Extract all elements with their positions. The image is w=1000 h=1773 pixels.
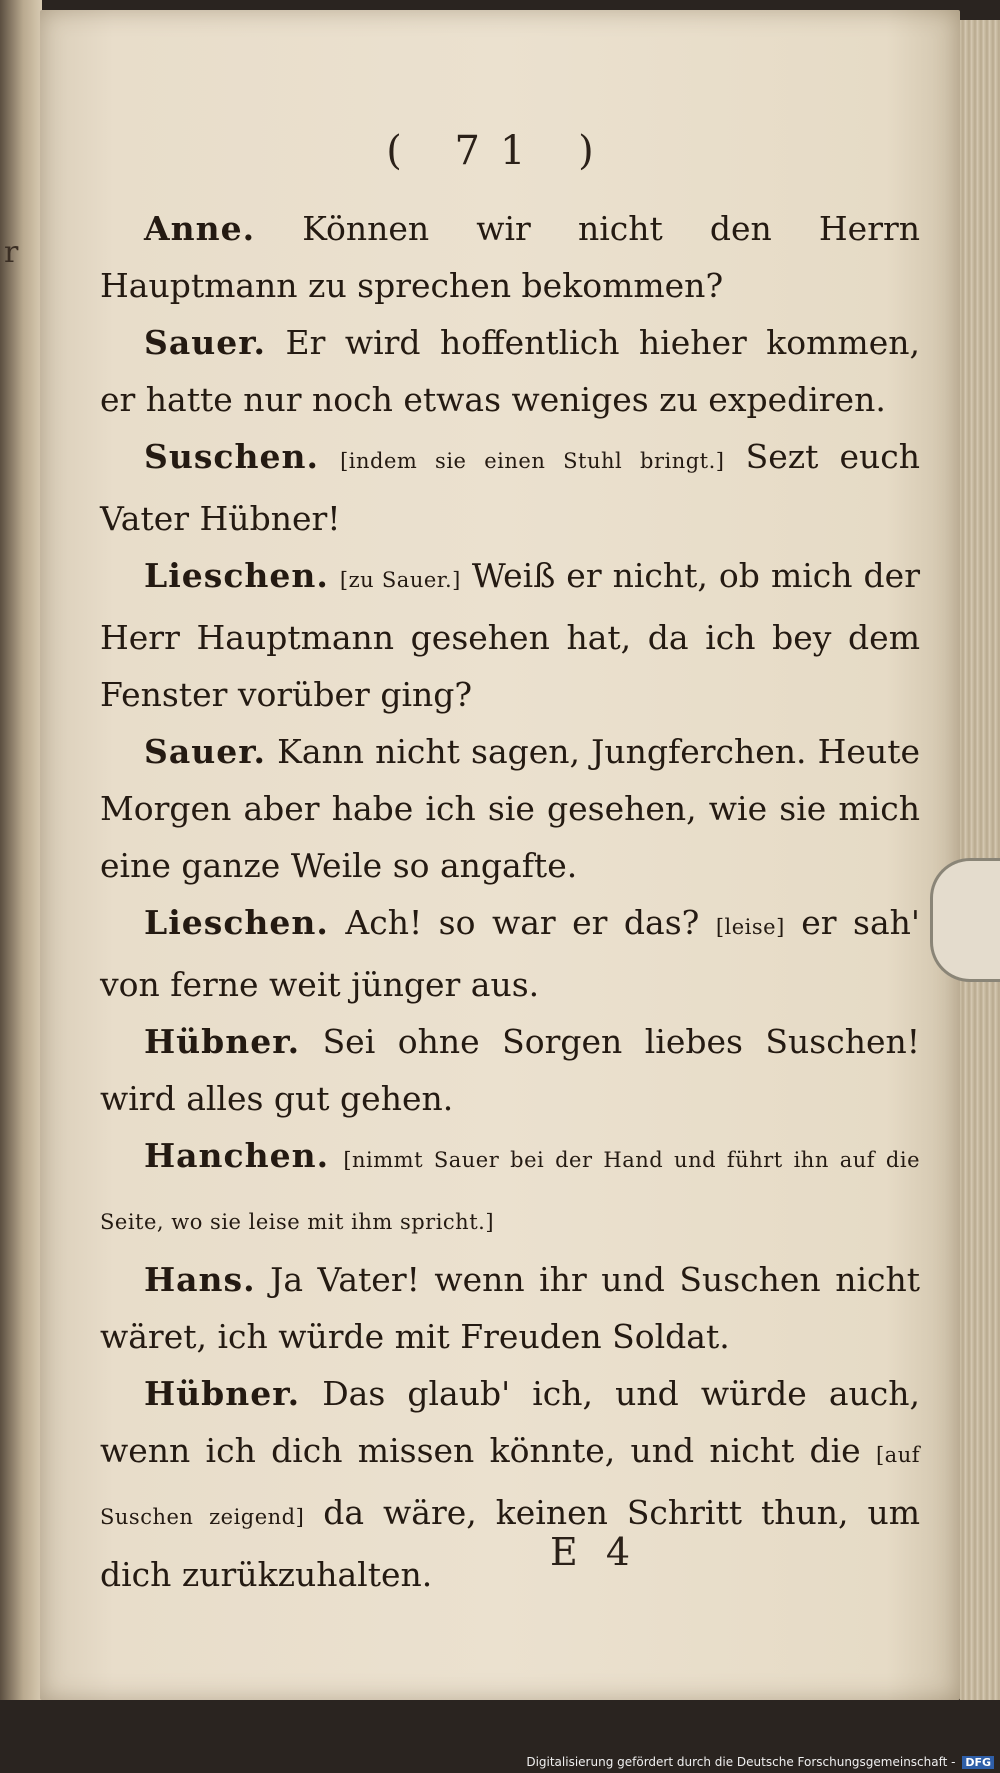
dialogue-paragraph: [100, 547, 920, 723]
speaker-name: Hans.: [144, 1260, 256, 1299]
dialogue-paragraph: [100, 1013, 920, 1127]
dialogue-text: Er wird hoffentlich hieher kommen, er hatte nur noch etwas weniges zu expediren.: [100, 323, 920, 419]
dialogue-paragraph: [100, 1251, 920, 1365]
dialogue-paragraph: [100, 314, 920, 428]
dialogue-paragraph: [100, 200, 920, 314]
dialogue-paragraph: [100, 1365, 920, 1603]
speaker-name: Sauer.: [144, 323, 267, 362]
dfg-logo: DFG: [962, 1756, 994, 1769]
footer-text: Digitalisierung gefördert durch die Deutsche Forschungsgemeinschaft -: [526, 1755, 956, 1769]
speaker-name: Lieschen.: [144, 556, 329, 595]
dialogue-text: er sah' von ferne weit jünger aus.: [100, 903, 920, 1004]
dialogue-text: da wäre, keinen Schritt thun, um dich zurükzuhalten.: [100, 1493, 920, 1594]
page-clip: [930, 858, 1000, 982]
page-text: [100, 200, 920, 1603]
stage-direction: [leise]: [715, 915, 785, 939]
dialogue-paragraph: [100, 1127, 920, 1251]
speaker-name: Sauer.: [144, 732, 267, 771]
stage-direction: [indem sie einen Stuhl bringt.]: [340, 449, 725, 473]
stage-direction: [nimmt Sauer bei der Hand und führt ihn auf die Seite, wo sie leise mit ihm spricht.]: [100, 1148, 920, 1234]
speaker-name: Anne.: [144, 209, 256, 248]
speaker-name: Hübner.: [144, 1022, 301, 1061]
digitization-footer: [526, 1755, 994, 1769]
stage-direction: [zu Sauer.]: [339, 568, 461, 592]
left-page-edge: [0, 0, 42, 1700]
dialogue-paragraph: [100, 428, 920, 547]
dialogue-text: Ja Vater! wenn ihr und Suschen nicht wäret, ich würde mit Freuden Soldat.: [100, 1260, 920, 1356]
stage-direction: [auf Suschen zeigend]: [100, 1443, 920, 1529]
speaker-name: Hanchen.: [144, 1136, 330, 1175]
dialogue-text: Können wir nicht den Herrn Hauptmann zu sprechen bekommen?: [100, 209, 920, 305]
signature-mark: E 4: [550, 1530, 638, 1574]
dialogue-text: Das glaub' ich, und würde auch, wenn ich dich missen könnte, und nicht die: [100, 1374, 920, 1470]
dialogue-text: Ach! so war er das?: [345, 903, 700, 942]
book-page: [40, 10, 960, 1700]
dialogue-text: Kann nicht sagen, Jungferchen. Heute Morgen aber habe ich sie gesehen, wie sie mich eine ganze Weile so angafte.: [100, 732, 920, 885]
left-page-text: r: [4, 235, 19, 270]
dialogue-paragraph: [100, 894, 920, 1013]
speaker-name: Lieschen.: [144, 903, 329, 942]
page-number-header: ( 71 ): [386, 128, 614, 174]
dialogue-text: Weiß er nicht, ob mich der Herr Hauptmann gesehen hat, da ich bey dem Fenster vorüber ging?: [100, 556, 920, 714]
dialogue-text: Sezt euch Vater Hübner!: [100, 437, 920, 538]
dialogue-text: Sei ohne Sorgen liebes Suschen! wird alles gut gehen.: [100, 1022, 920, 1118]
speaker-name: Hübner.: [144, 1374, 301, 1413]
dialogue-paragraph: [100, 723, 920, 894]
speaker-name: Suschen.: [144, 437, 319, 476]
